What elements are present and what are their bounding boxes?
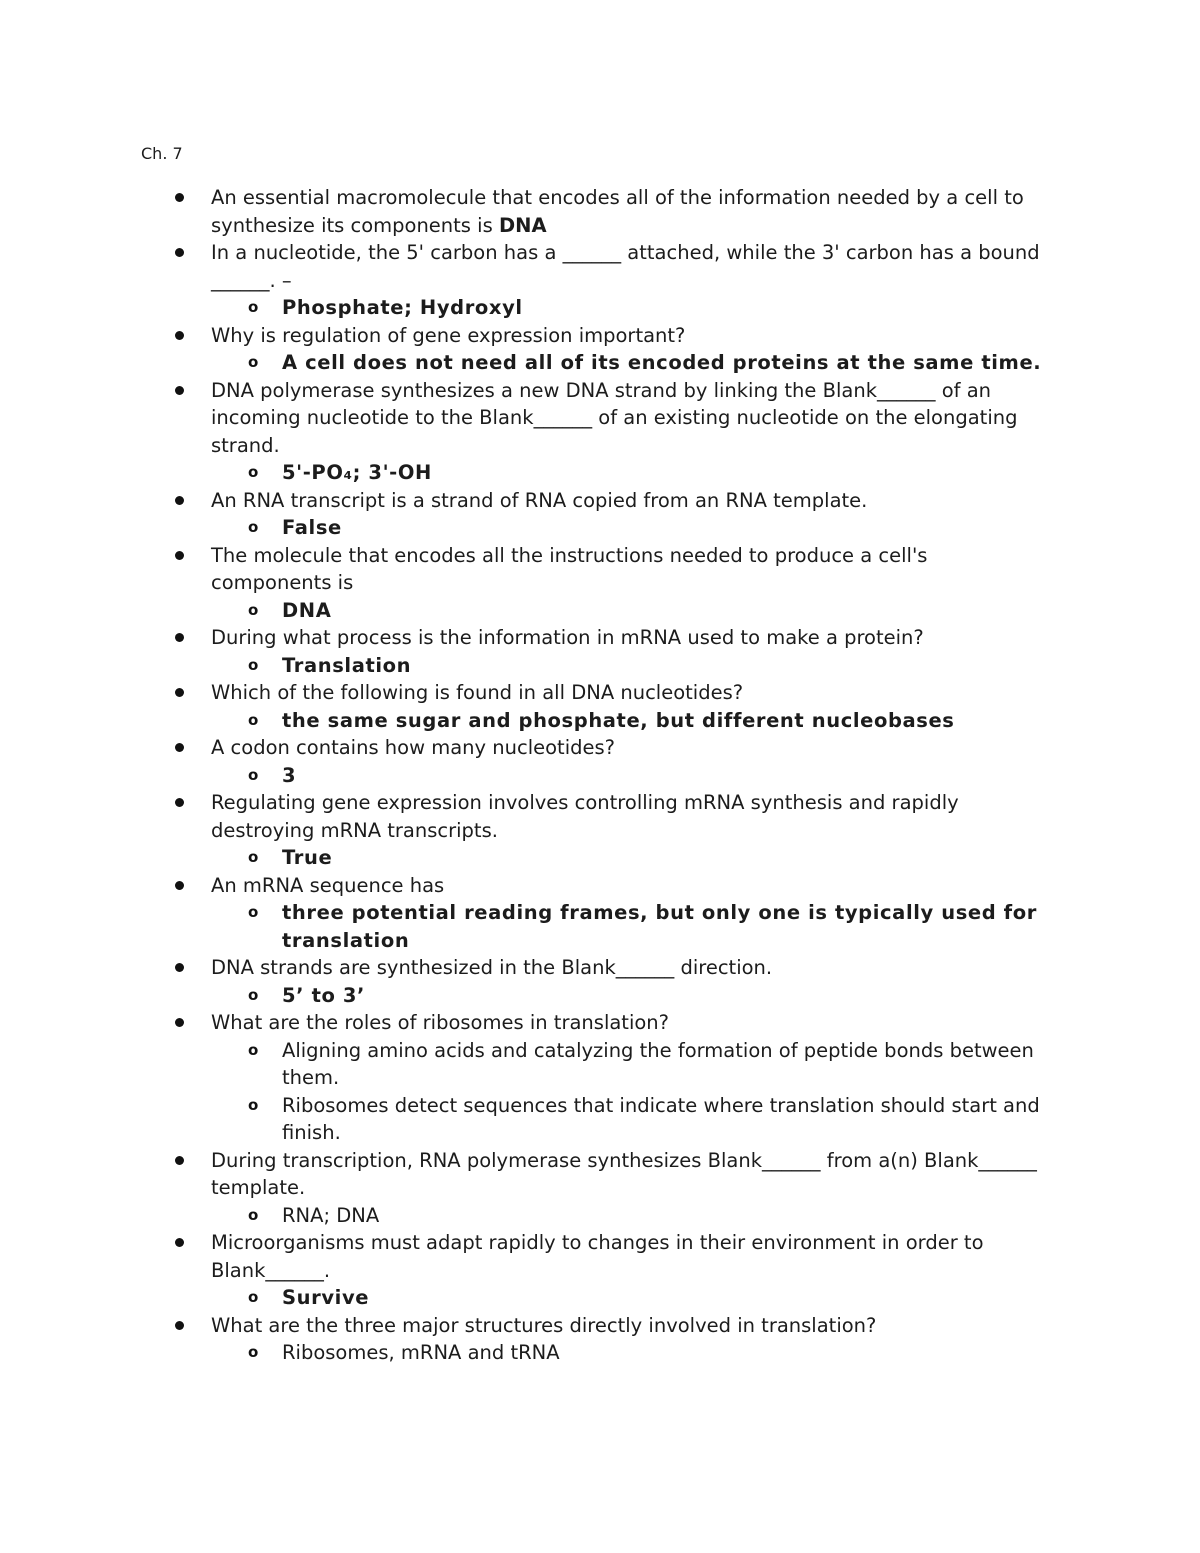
sub-bullet-icon: o bbox=[248, 600, 259, 619]
answer-text: three potential reading frames, but only one is typically used for translation bbox=[282, 901, 1037, 952]
question-item bbox=[0, 239, 1046, 294]
answer-item bbox=[0, 652, 1046, 680]
answer-text: Phosphate; Hydroxyl bbox=[282, 296, 523, 319]
question-text: DNA polymerase synthesizes a new DNA strand by linking the Blank______ of an incoming nucleotide to the Blank______ of an existing nucleotide on the elongating strand. bbox=[211, 378, 1018, 457]
answer-item bbox=[0, 982, 1046, 1010]
sub-bullet-icon: o bbox=[248, 1205, 259, 1224]
bullet-icon bbox=[175, 881, 184, 890]
sub-bullet-icon: o bbox=[248, 463, 259, 481]
question-item bbox=[0, 679, 1046, 707]
answer-item bbox=[0, 514, 1046, 542]
sub-bullet-icon: o bbox=[248, 903, 259, 921]
question-text: An mRNA sequence has bbox=[211, 873, 445, 897]
answer-text: Ribosomes, mRNA and tRNA bbox=[282, 1341, 560, 1364]
sub-bullet-icon: o bbox=[248, 655, 259, 674]
answer-item bbox=[0, 1202, 1046, 1230]
bullet-icon bbox=[175, 331, 184, 340]
answer-item bbox=[0, 1092, 1046, 1147]
answer-item bbox=[0, 597, 1046, 625]
answer-text: 5'-PO₄; 3'-OH bbox=[282, 461, 432, 484]
question-item bbox=[0, 1147, 1046, 1202]
question-text: Regulating gene expression involves controlling mRNA synthesis and rapidly destroying mRNA transcripts. bbox=[211, 791, 959, 842]
answer-item bbox=[0, 459, 1046, 487]
bullet-icon bbox=[175, 1238, 184, 1247]
answer-item bbox=[0, 1284, 1046, 1312]
answer-text: Survive bbox=[282, 1286, 370, 1309]
answer-item bbox=[0, 349, 1046, 377]
bullet-icon bbox=[175, 1018, 184, 1027]
question-text: An essential macromolecule that encodes all of the information needed by a cell to synthesize its components is bbox=[211, 186, 1024, 237]
answer-text: True bbox=[282, 846, 333, 869]
answer-text: False bbox=[282, 516, 342, 539]
sub-bullet-icon: o bbox=[248, 353, 259, 371]
bullet-icon bbox=[175, 743, 184, 752]
sub-bullet-icon: o bbox=[248, 1288, 259, 1306]
answer-text: A cell does not need all of its encoded proteins at the same time. bbox=[282, 351, 1042, 374]
bullet-icon bbox=[175, 798, 184, 807]
sub-bullet-icon: o bbox=[248, 1040, 259, 1059]
sub-bullet-icon: o bbox=[248, 518, 259, 536]
answer-item bbox=[0, 1037, 1046, 1092]
answer-item bbox=[0, 707, 1046, 735]
question-text: In a nucleotide, the 5' carbon has a ______ attached, while the 3' carbon has a bound ______. – bbox=[211, 241, 1040, 292]
question-text: An RNA transcript is a strand of RNA copied from an RNA template. bbox=[211, 488, 868, 512]
question-item bbox=[0, 184, 1046, 239]
answer-item bbox=[0, 1339, 1046, 1367]
bullet-icon bbox=[175, 688, 184, 697]
sub-bullet-icon: o bbox=[248, 985, 259, 1004]
answer-text: DNA bbox=[282, 598, 332, 622]
question-item bbox=[0, 322, 1046, 350]
bullet-icon bbox=[175, 496, 184, 505]
sub-bullet-icon: o bbox=[248, 765, 259, 784]
answer-text: Ribosomes detect sequences that indicate where translation should start and finish. bbox=[282, 1093, 1040, 1144]
question-item bbox=[0, 1009, 1046, 1037]
question-text: During what process is the information in mRNA used to make a protein? bbox=[211, 626, 924, 649]
answer-item bbox=[0, 899, 1046, 954]
chapter-heading: Ch. 7 bbox=[141, 144, 183, 163]
answer-text: Translation bbox=[282, 653, 412, 677]
question-item bbox=[0, 1312, 1046, 1340]
question-text: Why is regulation of gene expression important? bbox=[211, 323, 686, 347]
question-text: The molecule that encodes all the instructions needed to produce a cell's components is bbox=[211, 543, 928, 594]
question-text: What are the roles of ribosomes in translation? bbox=[211, 1011, 670, 1034]
bullet-icon bbox=[175, 386, 184, 395]
question-text: DNA strands are synthesized in the Blank______ direction. bbox=[211, 956, 773, 979]
answer-text: Aligning amino acids and catalyzing the formation of peptide bonds between them. bbox=[282, 1038, 1034, 1089]
question-item bbox=[0, 954, 1046, 982]
sub-bullet-icon: o bbox=[248, 298, 259, 316]
sub-bullet-icon: o bbox=[248, 710, 259, 729]
answer-text: RNA; DNA bbox=[282, 1203, 380, 1227]
bullet-icon bbox=[175, 963, 184, 972]
answer-text: 5’ to 3’ bbox=[282, 983, 366, 1007]
bullet-icon bbox=[175, 193, 184, 202]
answer-text: the same sugar and phosphate, but different nucleobases bbox=[282, 708, 955, 732]
question-text: What are the three major structures directly involved in translation? bbox=[211, 1313, 877, 1337]
answer-item bbox=[0, 294, 1046, 322]
sub-bullet-icon: o bbox=[248, 1343, 259, 1361]
question-item bbox=[0, 789, 1046, 844]
bullet-icon bbox=[175, 248, 184, 257]
question-item bbox=[0, 377, 1046, 460]
question-item bbox=[0, 872, 1046, 900]
answer-text: 3 bbox=[282, 763, 297, 787]
question-text: Microorganisms must adapt rapidly to changes in their environment in order to Blank______. bbox=[211, 1231, 984, 1282]
bullet-icon bbox=[175, 551, 184, 560]
bullet-icon bbox=[175, 1156, 184, 1165]
bullet-icon bbox=[175, 1321, 184, 1330]
answer-item bbox=[0, 844, 1046, 872]
question-item bbox=[0, 542, 1046, 597]
answer-inline: DNA bbox=[498, 213, 547, 237]
question-text: During transcription, RNA polymerase synthesizes Blank______ from a(n) Blank______ template. bbox=[211, 1148, 1037, 1199]
question-item bbox=[0, 1229, 1046, 1284]
question-list bbox=[0, 184, 1200, 1367]
sub-bullet-icon: o bbox=[248, 1095, 259, 1114]
sub-bullet-icon: o bbox=[248, 848, 259, 866]
question-item bbox=[0, 624, 1046, 652]
question-item bbox=[0, 487, 1046, 515]
question-text: A codon contains how many nucleotides? bbox=[211, 736, 616, 759]
question-item bbox=[0, 734, 1046, 762]
question-text: Which of the following is found in all DNA nucleotides? bbox=[211, 681, 744, 704]
bullet-icon bbox=[175, 633, 184, 642]
answer-item bbox=[0, 762, 1046, 790]
